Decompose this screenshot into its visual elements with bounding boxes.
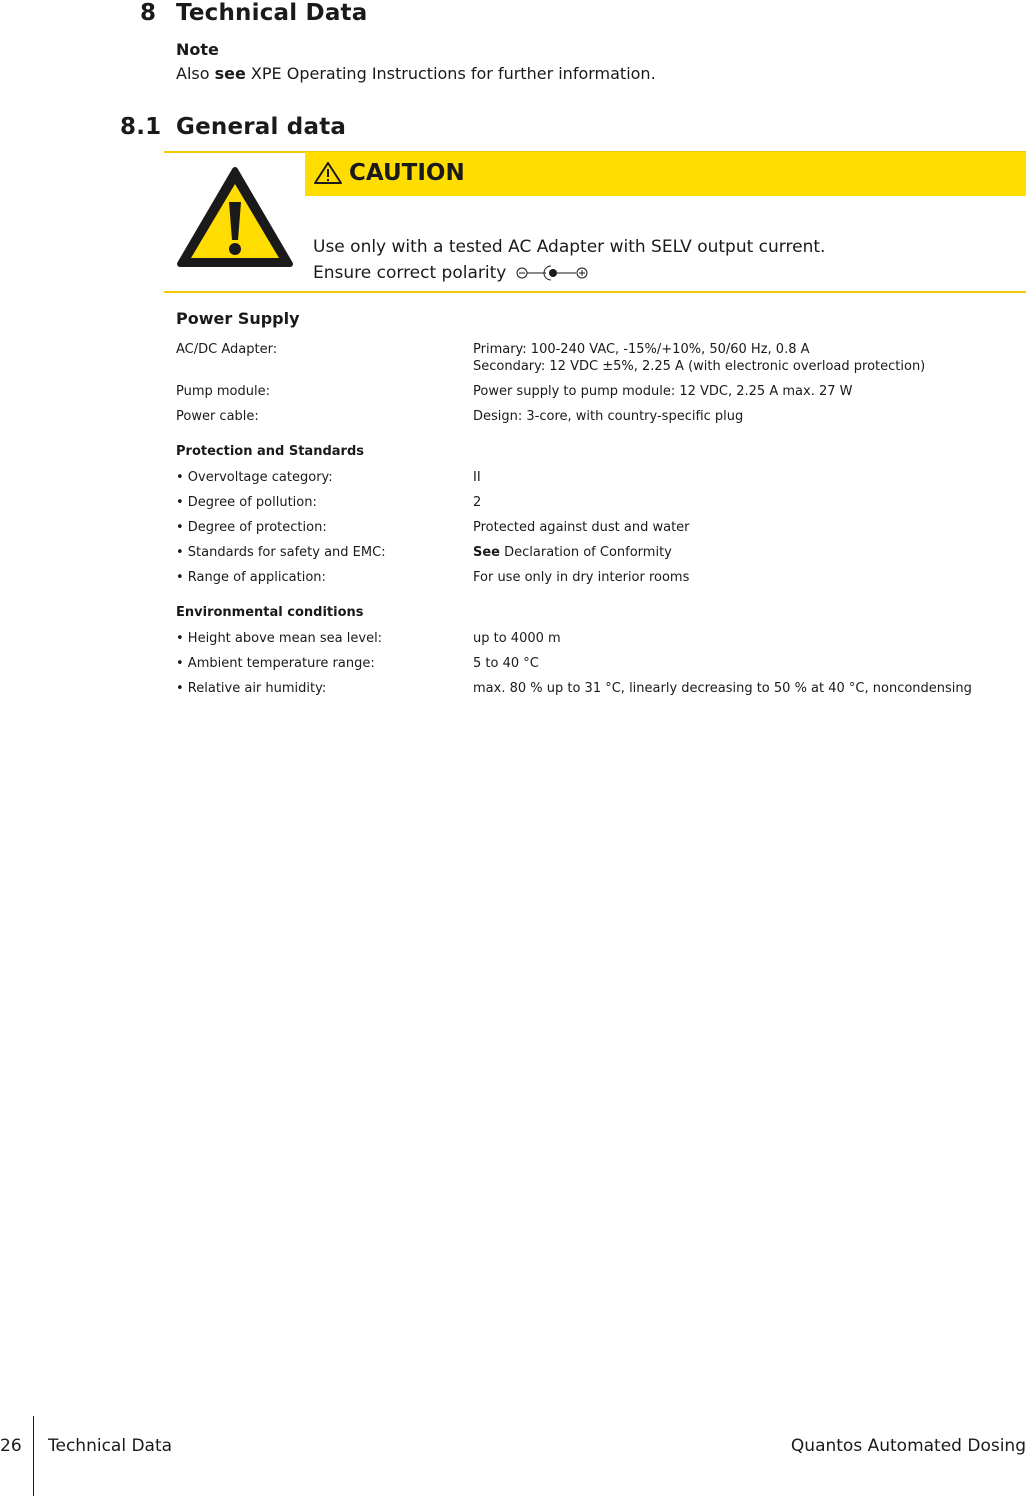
table-row	[176, 408, 996, 425]
row-value: II	[473, 470, 481, 485]
row-label: • Degree of pollution:	[176, 495, 317, 510]
row-value: Design: 3-core, with country-specific plug	[473, 409, 744, 424]
row-value-text: Declaration of Conformity	[500, 545, 672, 560]
chapter-heading	[140, 0, 367, 26]
table-row	[176, 544, 996, 561]
table-row	[176, 494, 996, 511]
caution-line-1: Use only with a tested AC Adapter with SELV output current.	[313, 237, 826, 257]
row-label: • Degree of protection:	[176, 520, 327, 535]
note-text	[176, 64, 656, 83]
note-bold: see	[214, 64, 246, 83]
table-row	[176, 519, 996, 536]
caution-label-text: CAUTION	[349, 160, 465, 186]
row-value: max. 80 % up to 31 °C, linearly decreasing to 50 % at 40 °C, noncondensing	[473, 681, 972, 696]
row-value: Protected against dust and water	[473, 520, 690, 535]
row-label: • Ambient temperature range:	[176, 656, 375, 671]
footer-product: Quantos Automated Dosing	[790, 1436, 1026, 1456]
polarity-symbol-icon	[516, 264, 590, 282]
row-label: • Height above mean sea level:	[176, 631, 383, 646]
row-label: • Standards for safety and EMC:	[176, 545, 386, 560]
caution-bottom-rule	[164, 291, 1026, 293]
row-value-primary: Primary: 100-240 VAC, -15%/+10%, 50/60 Hz, 0.8 A	[473, 342, 810, 357]
chapter-title: Technical Data	[176, 0, 368, 26]
warning-triangle-icon	[176, 166, 294, 268]
note-title: Note	[176, 40, 219, 59]
caution-line-2	[313, 260, 825, 286]
warning-small-icon	[313, 161, 343, 185]
caution-text	[313, 234, 825, 286]
chapter-number: 8	[140, 0, 157, 26]
row-value: 2	[473, 495, 482, 510]
table-row	[176, 383, 996, 400]
row-value: Power supply to pump module: 12 VDC, 2.25 A max. 27 W	[473, 384, 853, 399]
note-rest: XPE Operating Instructions for further information.	[245, 64, 656, 83]
caution-label	[313, 160, 465, 186]
table-row	[176, 341, 996, 375]
section-title: General data	[176, 114, 347, 140]
row-label: Power cable:	[176, 409, 259, 424]
row-value: up to 4000 m	[473, 631, 561, 646]
row-value	[473, 544, 996, 561]
row-label: • Overvoltage category:	[176, 470, 333, 485]
section-number: 8.1	[120, 114, 162, 140]
power-supply-title: Power Supply	[176, 309, 300, 328]
table-row	[176, 569, 996, 586]
row-value	[473, 341, 996, 375]
footer-chapter: Technical Data	[48, 1436, 173, 1456]
section-heading	[120, 114, 346, 140]
table-row	[176, 630, 996, 647]
page-number: 26	[0, 1436, 22, 1456]
row-label: Pump module:	[176, 384, 270, 399]
environment-title: Environmental conditions	[176, 605, 364, 620]
table-row	[176, 680, 996, 697]
caution-line-2-text: Ensure correct polarity	[313, 263, 507, 283]
row-label: • Range of application:	[176, 570, 326, 585]
row-value-secondary: Secondary: 12 VDC ±5%, 2.25 A (with electronic overload protection)	[473, 359, 926, 374]
row-label: • Relative air humidity:	[176, 681, 327, 696]
table-row	[176, 469, 996, 486]
note-prefix: Also	[176, 64, 215, 83]
row-value: For use only in dry interior rooms	[473, 570, 690, 585]
table-row	[176, 655, 996, 672]
footer-divider	[33, 1416, 34, 1496]
row-label: AC/DC Adapter:	[176, 342, 278, 357]
protection-title: Protection and Standards	[176, 444, 364, 459]
caution-bar	[305, 152, 1026, 196]
row-value: 5 to 40 °C	[473, 656, 539, 671]
row-value-bold: See	[473, 545, 500, 560]
